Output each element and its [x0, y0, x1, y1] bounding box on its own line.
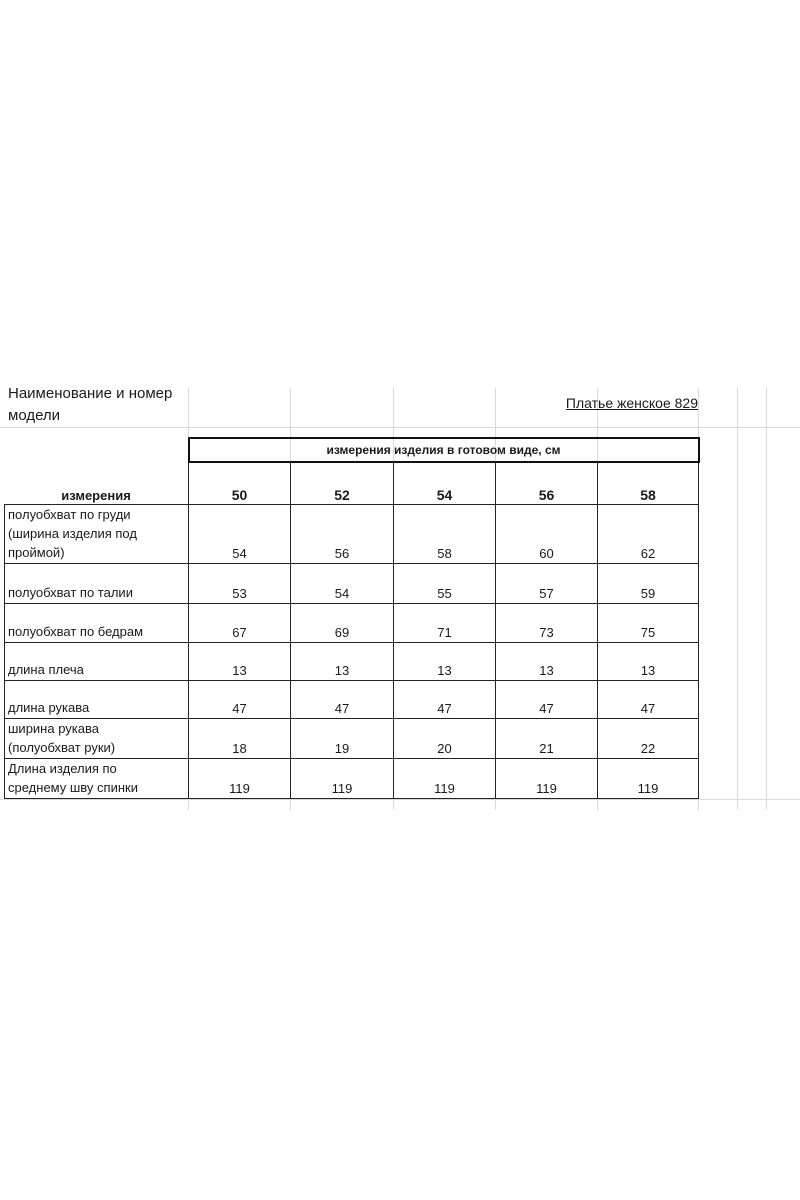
model-title-line2: модели [8, 407, 61, 424]
row-label [5, 759, 189, 799]
cell-value-size-56: 13 [496, 643, 598, 681]
model-title-line1: Наименование и номер [8, 385, 173, 402]
table-row [5, 505, 699, 564]
row-label-line: (ширина изделия под [8, 526, 137, 541]
cell-value-size-54: 47 [394, 681, 496, 719]
size-header-58: 58 [598, 462, 699, 505]
row-label-line: длина плеча [8, 662, 84, 677]
cell-value-size-50: 67 [189, 604, 291, 643]
table-row [5, 604, 699, 643]
cell-value-size-56: 21 [496, 719, 598, 759]
measure-header: измерения [5, 438, 189, 505]
cell-value-size-50: 13 [189, 643, 291, 681]
group-header: измерения изделия в готовом виде, см [189, 438, 699, 462]
cell-value-size-54: 119 [394, 759, 496, 799]
size-table [4, 437, 700, 799]
grid-line [737, 388, 738, 810]
cell-value-size-54: 58 [394, 505, 496, 564]
row-label [5, 505, 189, 564]
cell-value-size-56: 57 [496, 564, 598, 604]
size-header-52: 52 [291, 462, 394, 505]
grid-line [766, 388, 767, 810]
cell-value-size-54: 55 [394, 564, 496, 604]
cell-value-size-52: 13 [291, 643, 394, 681]
product-name: Платье женское 829 [565, 395, 698, 411]
cell-value-size-52: 54 [291, 564, 394, 604]
size-header-54: 54 [394, 462, 496, 505]
row-label [5, 643, 189, 681]
cell-value-size-54: 13 [394, 643, 496, 681]
model-title-cell [8, 383, 188, 427]
cell-value-size-52: 69 [291, 604, 394, 643]
cell-value-size-50: 53 [189, 564, 291, 604]
cell-value-size-52: 19 [291, 719, 394, 759]
grid-line [0, 799, 800, 800]
cell-value-size-56: 47 [496, 681, 598, 719]
grid-line [0, 427, 800, 428]
row-label-line: Длина изделия по [8, 761, 117, 776]
table-row [5, 681, 699, 719]
cell-value-size-58: 59 [598, 564, 699, 604]
row-label-line: полуобхват по груди [8, 507, 131, 522]
row-label-line: длина рукава [8, 700, 90, 715]
cell-value-size-52: 47 [291, 681, 394, 719]
row-label-line: среднему шву спинки [8, 780, 138, 795]
row-label [5, 681, 189, 719]
cell-value-size-52: 56 [291, 505, 394, 564]
cell-value-size-56: 73 [496, 604, 598, 643]
table-header-row-group [5, 438, 699, 462]
cell-value-size-58: 22 [598, 719, 699, 759]
cell-value-size-58: 75 [598, 604, 699, 643]
cell-value-size-58: 62 [598, 505, 699, 564]
cell-value-size-56: 60 [496, 505, 598, 564]
row-label-line: полуобхват по талии [8, 585, 133, 600]
cell-value-size-50: 119 [189, 759, 291, 799]
cell-value-size-56: 119 [496, 759, 598, 799]
row-label [5, 564, 189, 604]
cell-value-size-50: 54 [189, 505, 291, 564]
table-row [5, 564, 699, 604]
row-label-line: (полуобхват руки) [8, 740, 116, 755]
row-label [5, 604, 189, 643]
cell-value-size-58: 119 [598, 759, 699, 799]
table-row [5, 719, 699, 759]
cell-value-size-54: 20 [394, 719, 496, 759]
cell-value-size-58: 13 [598, 643, 699, 681]
row-label-line: проймой) [8, 545, 65, 560]
table-row [5, 643, 699, 681]
row-label [5, 719, 189, 759]
cell-value-size-54: 71 [394, 604, 496, 643]
cell-value-size-50: 18 [189, 719, 291, 759]
row-label-line: ширина рукава [8, 721, 99, 736]
row-label-line: полуобхват по бедрам [8, 624, 144, 639]
table-row [5, 759, 699, 799]
size-header-50: 50 [189, 462, 291, 505]
cell-value-size-50: 47 [189, 681, 291, 719]
cell-value-size-58: 47 [598, 681, 699, 719]
cell-value-size-52: 119 [291, 759, 394, 799]
size-header-56: 56 [496, 462, 598, 505]
